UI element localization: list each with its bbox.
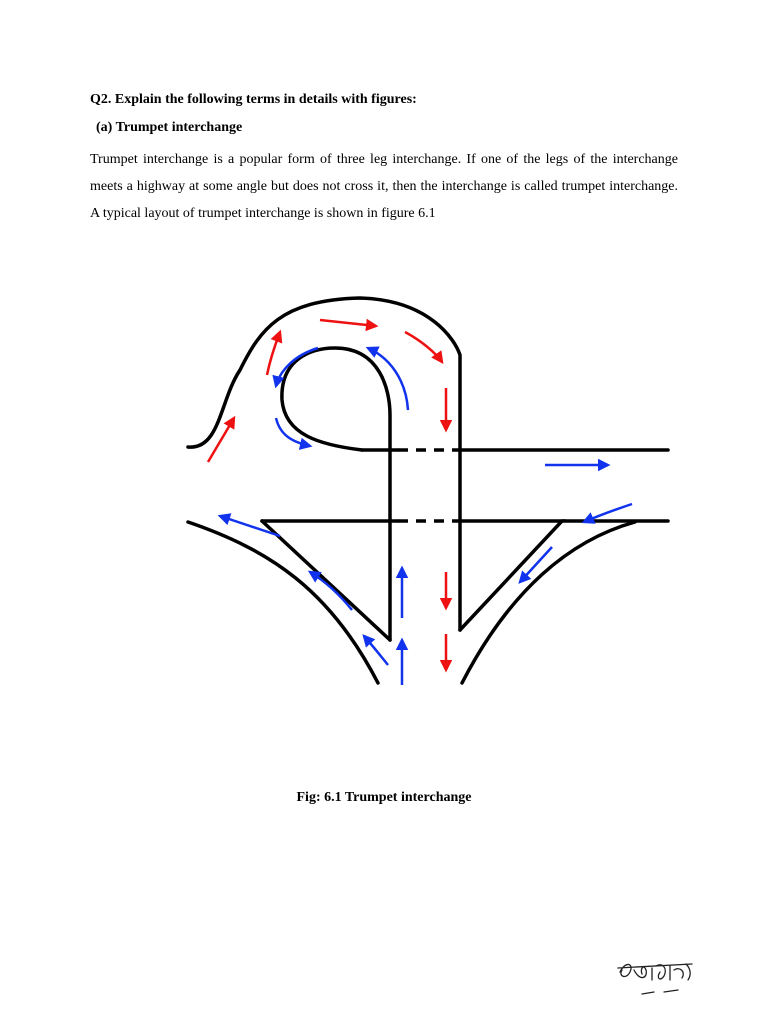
trumpet-interchange-figure — [180, 290, 680, 690]
blue-arrow-right-ramp — [520, 547, 552, 582]
figure-caption: Fig: 6.1 Trumpet interchange — [296, 790, 472, 805]
subsection-heading: (a) Trumpet interchange — [96, 120, 243, 135]
question-heading: Q2. Explain the following terms in details with figures: — [90, 92, 417, 107]
triangle-left-edge — [262, 521, 390, 640]
inner-loop-ramp — [282, 348, 390, 640]
red-arrow-3 — [320, 320, 376, 326]
handwritten-signature — [612, 950, 702, 1000]
blue-arrow-left-ramp — [310, 572, 352, 610]
red-arrow-2 — [267, 332, 280, 375]
red-arrow-4 — [405, 332, 442, 362]
red-arrow-1 — [208, 418, 234, 462]
body-paragraph: Trumpet interchange is a popular form of three leg interchange. If one of the legs of the interchange meets a highway at some angle but does not cross it, then the interchange is called trumpet interchange. A typical layout of trumpet interchange is shown in figure 6.1 — [90, 152, 678, 221]
blue-arrow-loop-bottom — [276, 418, 310, 446]
blue-arrow-left-exit — [220, 516, 280, 536]
highway-lower-mid — [460, 521, 562, 630]
